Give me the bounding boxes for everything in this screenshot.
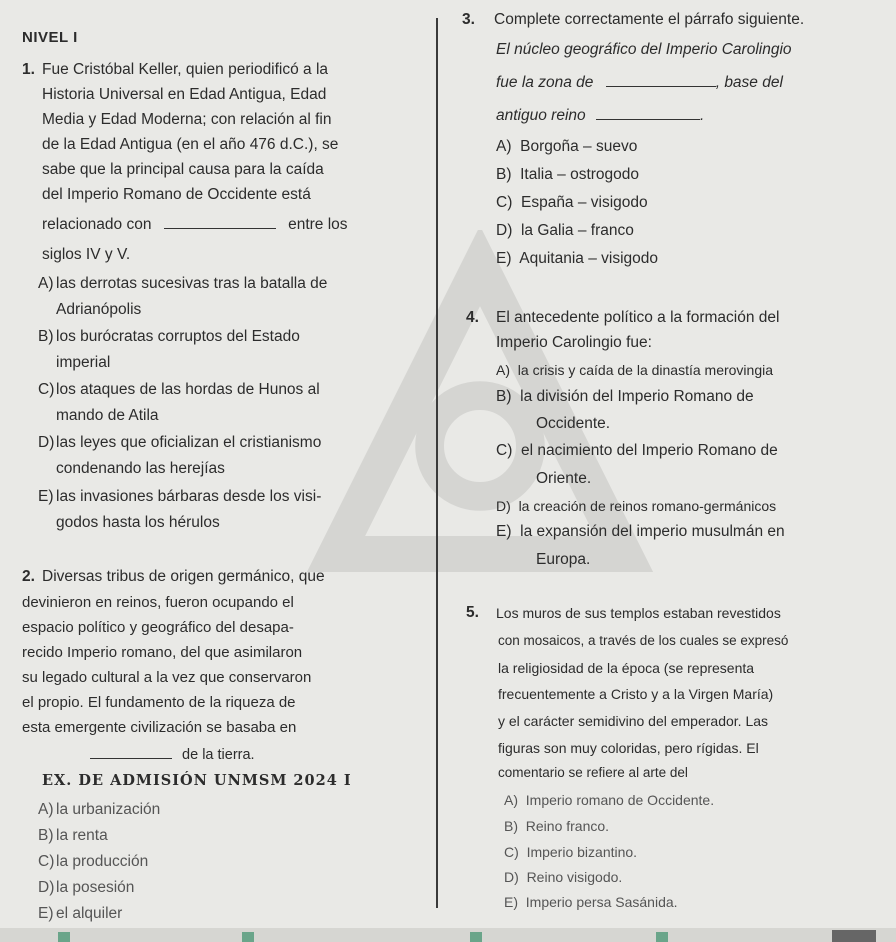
option-text: la creación de reinos romano-germánicos (518, 498, 777, 514)
option-text: Imperio persa Sasánida. (525, 894, 678, 910)
option-letter: B) (496, 166, 512, 183)
question-text-line: esta emergente civilización se basaba en (22, 719, 297, 736)
option-letter: B) (38, 827, 54, 844)
question-text-line: comentario se refiere al arte del (498, 765, 688, 780)
option-text: la división del Imperio Romano de (520, 388, 754, 405)
option-text: Imperio bizantino. (526, 844, 638, 860)
option-text: España – visigodo (520, 194, 648, 211)
option-a (496, 360, 773, 380)
option-letter: C) (496, 194, 513, 211)
option-text: godos hasta los hérulos (56, 514, 220, 531)
answer-blank (596, 119, 700, 120)
option-text: los ataques de las hordas de Hunos al (56, 381, 320, 398)
question-text-line: recido Imperio romano, del que asimilaron (22, 644, 303, 661)
question-text-line: espacio político y geográfico del desapa- (22, 619, 294, 636)
option-text: las derrotas sucesivas tras la batalla de (56, 275, 328, 292)
question-text-line (496, 73, 783, 93)
option-text: la renta (56, 827, 108, 844)
option-text: las leyes que oficializan el cristianismo (56, 434, 322, 451)
question-number: 2. (22, 568, 35, 585)
question-text-line: figuras son muy coloridas, pero rígidas. El (498, 740, 759, 756)
option-letter: E) (504, 894, 518, 910)
option-letter: D) (496, 222, 513, 239)
question-text-line: y el carácter semidivino del emperador. Las (498, 713, 769, 729)
option-text: Italia – ostrogodo (520, 166, 640, 183)
option-letter: C) (38, 381, 55, 398)
option-text-cont: Occidente. (536, 415, 611, 432)
question-text-line: siglos IV y V. (42, 246, 131, 263)
exam-source: EX. DE ADMISIÓN UNMSM 2024 I (42, 772, 352, 789)
option-text: Imperio romano de Occidente. (525, 792, 715, 808)
text-fragment: . (699, 107, 705, 124)
option-text: la Galia – franco (520, 222, 634, 239)
option-letter: A) (38, 275, 54, 292)
option-letter: B) (496, 388, 512, 405)
option-text: Reino franco. (525, 818, 610, 834)
option-text-cont: Europa. (536, 551, 591, 568)
question-text-line: Historia Universal en Edad Antigua, Edad (42, 86, 327, 103)
option-text: Adrianópolis (56, 301, 142, 318)
option-text-cont: Oriente. (536, 470, 592, 487)
question-text-line: devinieron en reinos, fueron ocupando el (22, 594, 294, 611)
column-divider (436, 18, 438, 908)
option-d (496, 221, 634, 241)
question-text-line: Diversas tribus de origen germánico, que (42, 568, 325, 585)
option-a (504, 790, 714, 810)
question-text-line: Los muros de sus templos estaban revestidos (496, 605, 781, 621)
option-text: el alquiler (56, 905, 123, 922)
question-text-line: Fue Cristóbal Keller, quien periodificó a la (42, 61, 329, 78)
option-text: condenando las herejías (56, 460, 225, 477)
question-number: 3. (462, 11, 475, 28)
question-text-line: su legado cultural a la vez que conservaron (22, 669, 312, 686)
option-letter: A) (38, 801, 54, 818)
text-fragment: entre los (288, 216, 348, 233)
option-b (496, 165, 639, 185)
option-letter: D) (504, 869, 519, 885)
text-fragment: relacionado con (42, 216, 152, 233)
question-text-line (496, 106, 704, 126)
question-text-line: frecuentemente a Cristo y a la Virgen María) (498, 686, 774, 702)
answer-blank (90, 758, 172, 759)
question-text-line: Media y Edad Moderna; con relación al fin (42, 111, 332, 128)
question-text-line: con mosaicos, a través de los cuales se expresó (498, 633, 789, 648)
question-number: 4. (466, 309, 479, 326)
question-text-line: de la Edad Antigua (en el año 476 d.C.), se (42, 136, 339, 153)
option-text: Reino visigodo. (526, 869, 623, 885)
question-number: 1. (22, 61, 35, 78)
option-letter: D) (38, 434, 55, 451)
color-mark (242, 932, 254, 942)
option-letter: A) (504, 792, 518, 808)
option-b (504, 816, 609, 836)
option-text: los burócratas corruptos del Estado (56, 328, 300, 345)
option-letter: B) (38, 328, 54, 345)
option-letter: A) (496, 362, 510, 378)
option-text: la producción (56, 853, 149, 870)
option-c (496, 193, 648, 213)
option-text: la urbanización (56, 801, 161, 818)
level-heading: NIVEL I (22, 29, 78, 46)
option-d (496, 496, 776, 516)
option-letter: E) (496, 250, 512, 267)
text-fragment: fue la zona de (496, 74, 594, 91)
option-b (496, 387, 754, 407)
option-text: la posesión (56, 879, 135, 896)
question-text-line (42, 215, 348, 235)
option-text: las invasiones bárbaras desde los visi- (56, 488, 322, 505)
corner-mark (832, 930, 876, 942)
option-c (496, 441, 778, 461)
question-text-line: el propio. El fundamento de la riqueza de (22, 694, 296, 711)
option-text: la crisis y caída de la dinastía merovingia (517, 362, 774, 378)
question-text-line: El antecedente político a la formación del (496, 309, 780, 326)
question-text-line: la religiosidad de la época (se representa (498, 660, 755, 676)
question-title: Complete correctamente el párrafo siguiente. (494, 11, 805, 28)
color-mark (656, 932, 668, 942)
option-d (504, 867, 622, 887)
option-e (504, 892, 678, 912)
option-text: Borgoña – suevo (520, 138, 638, 155)
option-text: mando de Atila (56, 407, 159, 424)
option-text: la expansión del imperio musulmán en (520, 523, 785, 540)
question-text-line: del Imperio Romano de Occidente está (42, 186, 311, 203)
option-letter: E) (496, 523, 512, 540)
option-e (496, 522, 785, 542)
option-letter: D) (496, 498, 511, 514)
color-mark (58, 932, 70, 942)
answer-blank (606, 86, 716, 87)
option-e (496, 249, 658, 269)
question-text-line: Imperio Carolingio fue: (496, 334, 652, 351)
option-a (496, 137, 637, 157)
option-c (504, 842, 637, 862)
option-text: el nacimiento del Imperio Romano de (520, 442, 778, 459)
question-text-line (22, 745, 255, 765)
question-number: 5. (466, 604, 479, 621)
option-text: Aquitania – visigodo (519, 250, 659, 267)
answer-blank (164, 228, 276, 229)
option-letter: B) (504, 818, 518, 834)
option-letter: E) (38, 488, 54, 505)
page-bottom-edge (0, 928, 896, 942)
option-letter: A) (496, 138, 512, 155)
option-letter: C) (38, 853, 55, 870)
option-letter: D) (38, 879, 55, 896)
text-fragment: , base del (715, 74, 783, 91)
question-text-line: El núcleo geográfico del Imperio Carolingio (496, 41, 792, 58)
option-text: imperial (56, 354, 111, 371)
text-fragment: de la tierra. (182, 747, 255, 763)
option-letter: C) (504, 844, 519, 860)
color-mark (470, 932, 482, 942)
option-letter: E) (38, 905, 54, 922)
text-fragment: antiguo reino (496, 107, 586, 124)
option-letter: C) (496, 442, 513, 459)
question-text-line: sabe que la principal causa para la caída (42, 161, 324, 178)
